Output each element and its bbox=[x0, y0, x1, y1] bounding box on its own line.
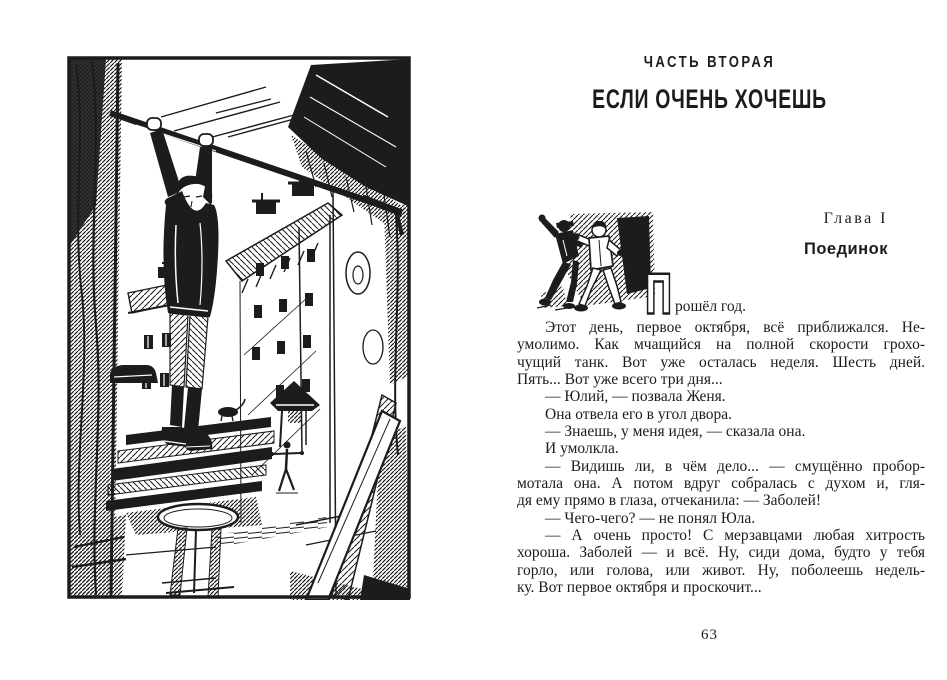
chapter-label: Глава I bbox=[823, 210, 888, 227]
text-line: горло, или голова, или живот. Ну, поболеешь недель- bbox=[517, 561, 925, 579]
text-line: И умолкла. bbox=[545, 440, 619, 458]
dropcap-letter bbox=[644, 263, 673, 327]
chapter-title: Поединок bbox=[803, 240, 888, 258]
small-figure-exercising bbox=[270, 442, 304, 494]
hanging-boy bbox=[147, 118, 219, 451]
text-line: — Чего-чего? — не понял Юла. bbox=[545, 509, 756, 527]
text-line: — Юлий, — позвала Женя. bbox=[545, 388, 726, 406]
part-kicker: ЧАСТЬ ВТОРАЯ bbox=[643, 54, 776, 71]
text-line: — А очень просто! С мерзавцами любая хитрость bbox=[545, 527, 925, 545]
boy-hanging-on-bar-courtyard-sketch bbox=[66, 55, 412, 600]
text-line: дя ему прямо в глаза, отчеканила: — Заболей! bbox=[517, 492, 822, 510]
opening-line: рошёл год. bbox=[675, 298, 746, 315]
text-line: хороша. Заболей — и всё. Ну, сиди дома, будто у тебя bbox=[517, 544, 925, 562]
text-line: — Видишь ли, в чём дело... — смущённо пробор- bbox=[545, 457, 925, 475]
text-line: ку. Вот первое октября и проскочит... bbox=[517, 579, 762, 597]
parked-car bbox=[110, 365, 158, 383]
text-line: умолимо. Как мчащийся на полной скорости грохо- bbox=[517, 336, 925, 354]
svg-text:П: П bbox=[644, 263, 673, 327]
page-number: 63 bbox=[701, 627, 718, 643]
text-line: — Знаешь, у меня идея, — сказала она. bbox=[545, 423, 806, 441]
text-line: Пять... Вот уже всего три дня... bbox=[517, 371, 723, 389]
text-line: чущий танк. Вот уже осталась неделя. Шесть дней. bbox=[517, 353, 925, 371]
right-page bbox=[517, 0, 925, 680]
text-line: Этот день, первое октября, всё приближался. Не- bbox=[545, 319, 925, 336]
left-dark-pole bbox=[70, 59, 126, 597]
part-title: ЕСЛИ ОЧЕНЬ ХОЧЕШЬ bbox=[592, 84, 827, 114]
text-line: мотала она. А потом вдруг собралась с духом и, гля- bbox=[517, 475, 925, 493]
text-line: Она отвела его в угол двора. bbox=[545, 405, 733, 423]
body-text bbox=[517, 319, 925, 597]
